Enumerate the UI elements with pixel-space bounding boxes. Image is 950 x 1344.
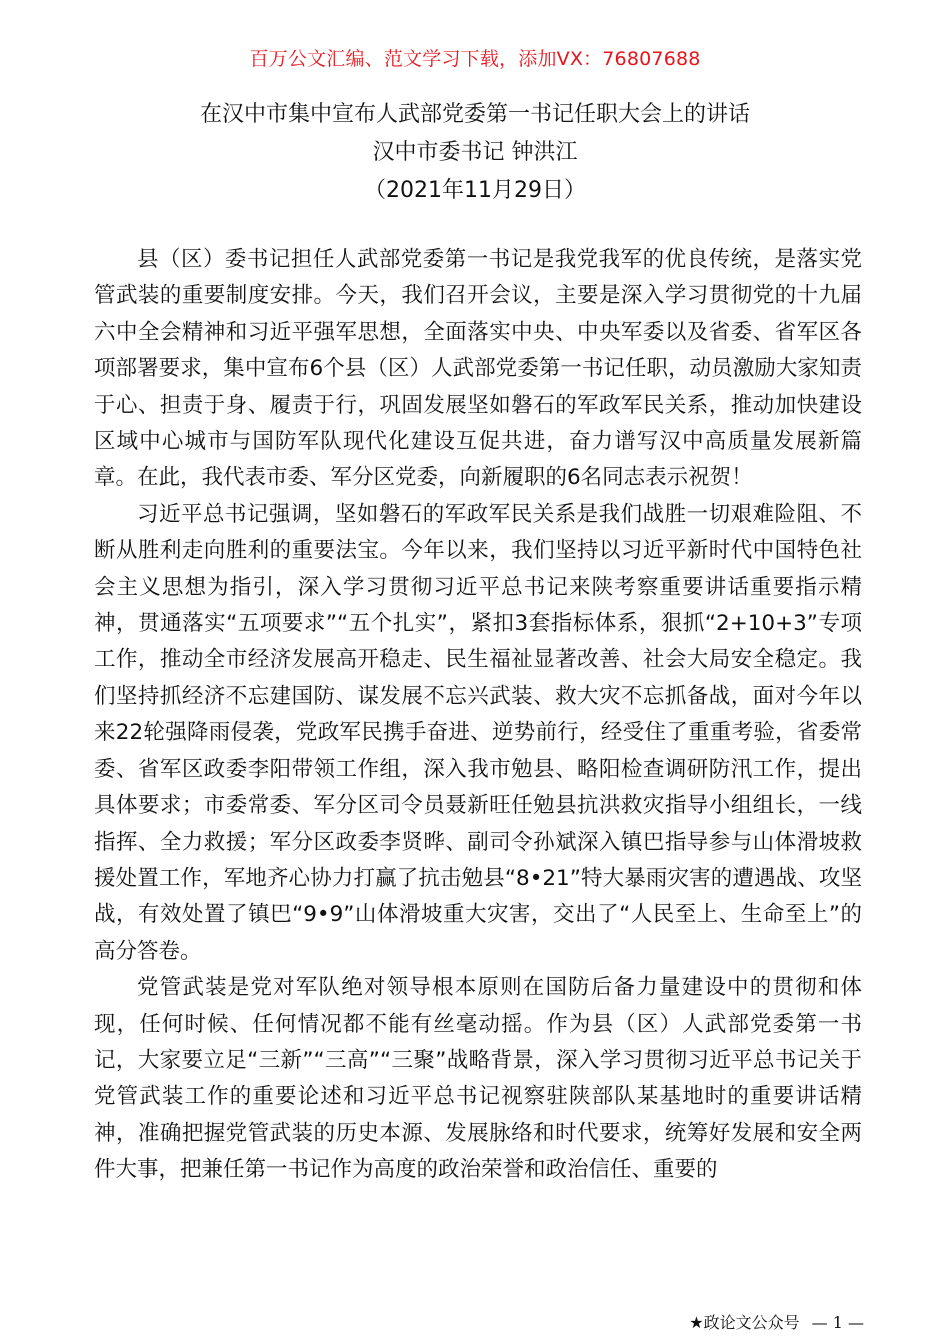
speech-author: 汉中市委书记 钟洪江 bbox=[372, 140, 578, 165]
document-body bbox=[94, 242, 862, 1189]
speech-date: （2021年11月29日） bbox=[364, 178, 586, 203]
promo-banner: 百万公文汇编、范文学习下载，添加VX：76807688 bbox=[249, 48, 701, 70]
paragraph-2: 习近平总书记强调，坚如磐石的军政军民关系是我们战胜一切艰难险阻、不断从胜利走向胜利的重要法宝。今年以来，我们坚持以习近平新时代中国特色社会主义思想为指引，深入学习贯彻习近平总书记来陕考察重要讲话重要指示精神，贯通落实“五项要求”“五个扎实”，紧扣3套指标体系，狠抓“2+10+3”专项工作，推动全市经济发展高开稳走、民生福祉显著改善、社会大局安全稳定。我们坚持抓经济不忘建国防、谋发展不忘兴武装、救大灾不忘抓备战，面对今年以来22轮强降雨侵袭，党政军民携手奋进、逆势前行，经受住了重重考验，省委常委、省军区政委李阳带领工作组，深入我市勉县、略阳检查调研防汛工作，提出具体要求；市委常委、军分区司令员聂新旺任勉县抗洪救灾指导小组组长，一线指挥、全力救援；军分区政委李贤晔、副司令孙斌深入镇巴指导参与山体滑坡救援处置工作，军地齐心协力打赢了抗击勉县“8•21”特大暴雨灾害的遭遇战、攻坚战，有效处置了镇巴“9•9”山体滑坡重大灾害，交出了“人民至上、生命至上”的高分答卷。 bbox=[94, 501, 862, 964]
paragraph-1: 县（区）委书记担任人武部党委第一书记是我党我军的优良传统，是落实党管武装的重要制度安排。今天，我们召开会议，主要是深入学习贯彻党的十九届六中全会精神和习近平强军思想，全面落实中央、中央军委以及省委、省军区各项部署要求，集中宣布6个县（区）人武部党委第一书记任职，动员激励大家知责于心、担责于身、履责于行，巩固发展坚如磐石的军政军民关系，推动加快建设区域中心城市与国防军队现代化建设互促共进，奋力谱写汉中高质量发展新篇章。在此，我代表市委、军分区党委，向新履职的6名同志表示祝贺！ bbox=[94, 247, 862, 491]
page-number: — 1 — bbox=[811, 1313, 864, 1332]
page-footer bbox=[689, 1310, 864, 1333]
title-block bbox=[0, 96, 950, 210]
paragraph-3: 党管武装是党对军队绝对领导根本原则在国防后备力量建设中的贯彻和体现，任何时候、任何情况都不能有丝毫动摇。作为县（区）人武部党委第一书记，大家要立足“三新”“三高”“三聚”战略背景，深入学习贯彻习近平总书记关于党管武装工作的重要论述和习近平总书记视察驻陕部队某基地时的重要讲话精神，准确把握党管武装的历史本源、发展脉络和时代要求，统筹好发展和安全两件大事，把兼任第一书记作为高度的政治荣誉和政治信任、重要的 bbox=[94, 975, 862, 1183]
star-icon: ★ bbox=[689, 1313, 704, 1332]
footer-source: 政论文公众号 bbox=[703, 1313, 800, 1332]
speech-title: 在汉中市集中宣布人武部党委第一书记任职大会上的讲话 bbox=[199, 102, 750, 127]
